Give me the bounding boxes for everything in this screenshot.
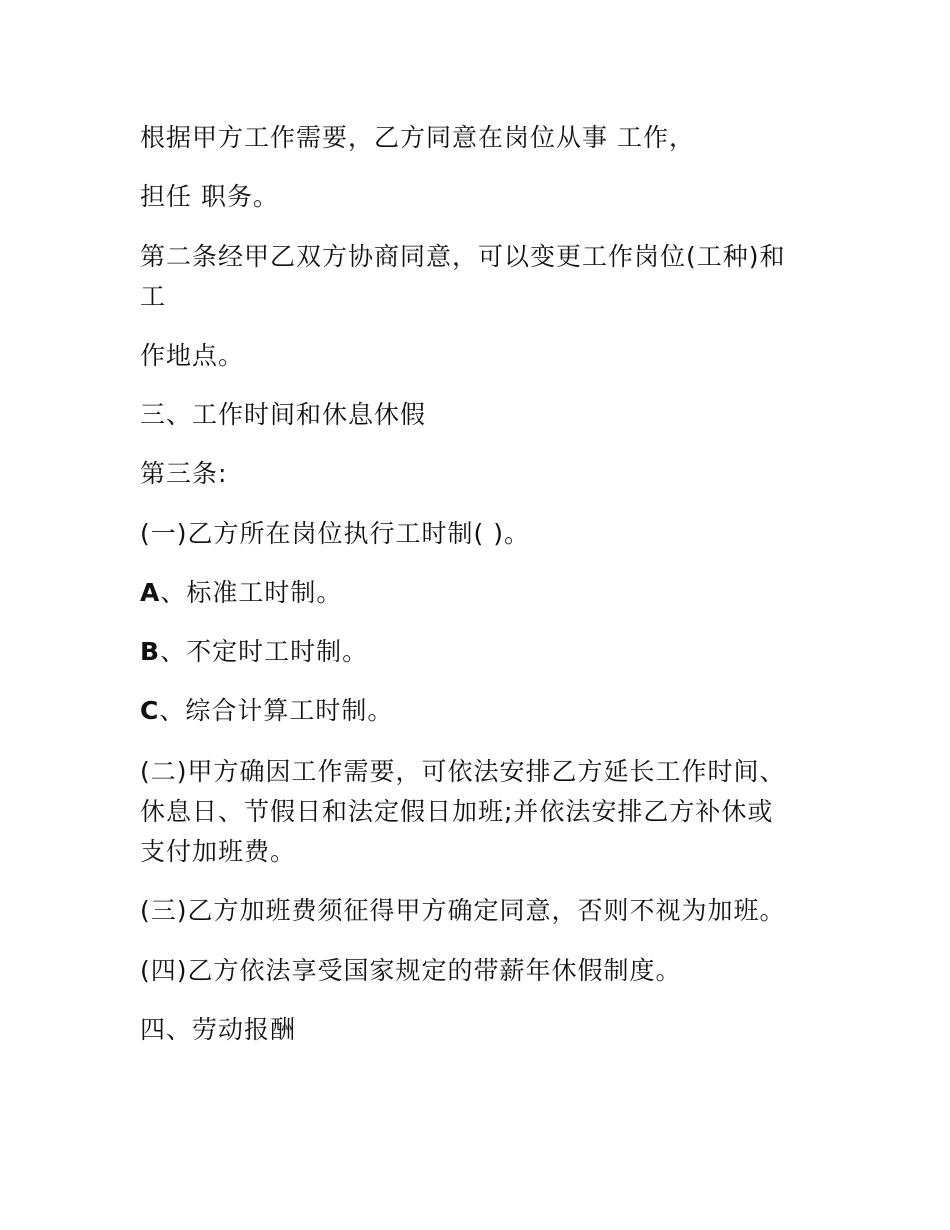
paragraph-line-5: 作地点。: [140, 341, 245, 370]
clause-2-line-2: 休息日、节假日和法定假日加班;并依法安排乙方补休或: [140, 797, 774, 826]
clause-3: (三)乙方加班费须征得甲方确定同意，否则不视为加班。: [140, 896, 786, 925]
option-c-text: 、综合计算工时制。: [159, 696, 394, 725]
option-c-letter: C: [140, 696, 160, 725]
paragraph-line-3: 第二条经甲乙双方协商同意，可以变更工作岗位(工种)和: [140, 242, 786, 271]
clause-2-line-1: (二)甲方确因工作需要，可依法安排乙方延长工作时间、: [140, 757, 786, 786]
option-c: [140, 696, 393, 726]
article-3-heading: 第三条:: [140, 459, 228, 488]
section-heading-4: 四、劳动报酬: [140, 1015, 297, 1044]
clause-4: (四)乙方依法享受国家规定的带薪年休假制度。: [140, 956, 682, 985]
section-heading-3: 三、工作时间和休息休假: [140, 400, 427, 429]
paragraph-line-4: 工: [140, 282, 167, 311]
paragraph-line-1: 根据甲方工作需要，乙方同意在岗位从事 工作，: [140, 123, 695, 152]
clause-1: (一)乙方所在岗位执行工时制( )。: [140, 519, 530, 548]
option-a: [140, 578, 342, 608]
option-a-text: 、标准工时制。: [160, 578, 343, 607]
option-a-letter: A: [140, 578, 161, 607]
clause-2-line-3: 支付加班费。: [140, 837, 297, 866]
option-b-letter: B: [140, 637, 161, 666]
option-b: [140, 637, 368, 667]
paragraph-line-2: 担任 职务。: [140, 182, 279, 211]
option-b-text: 、不定时工时制。: [160, 637, 369, 666]
